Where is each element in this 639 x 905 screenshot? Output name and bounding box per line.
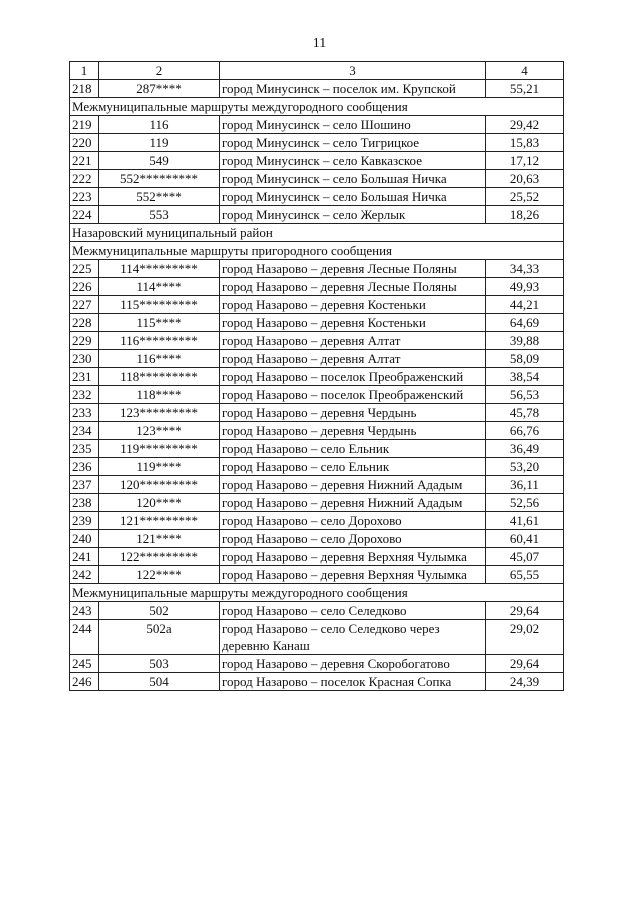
route-value: 49,93 — [486, 278, 564, 296]
table-row — [70, 440, 564, 458]
table-row — [70, 566, 564, 584]
table-row — [70, 278, 564, 296]
row-number: 237 — [70, 476, 99, 494]
route-name: город Назарово – деревня Чердынь — [220, 404, 486, 422]
route-value: 60,41 — [486, 530, 564, 548]
route-value: 18,26 — [486, 206, 564, 224]
route-code: 121**** — [99, 530, 220, 548]
route-name: город Назарово – деревня Нижний Ададым — [220, 494, 486, 512]
route-code: 116********* — [99, 332, 220, 350]
route-value: 44,21 — [486, 296, 564, 314]
section-row — [70, 584, 564, 602]
route-value: 39,88 — [486, 332, 564, 350]
row-number: 239 — [70, 512, 99, 530]
route-value: 65,55 — [486, 566, 564, 584]
route-value: 45,07 — [486, 548, 564, 566]
table-row — [70, 512, 564, 530]
route-value: 58,09 — [486, 350, 564, 368]
route-code: 502 — [99, 602, 220, 620]
row-number: 222 — [70, 170, 99, 188]
route-name: город Минусинск – село Большая Ничка — [220, 170, 486, 188]
table-row — [70, 134, 564, 152]
row-number: 219 — [70, 116, 99, 134]
table-row — [70, 206, 564, 224]
table-row — [70, 530, 564, 548]
column-header: 1 — [70, 62, 99, 80]
route-value: 34,33 — [486, 260, 564, 278]
route-code: 120********* — [99, 476, 220, 494]
row-number: 220 — [70, 134, 99, 152]
route-code: 116 — [99, 116, 220, 134]
table-row — [70, 655, 564, 673]
table-row — [70, 404, 564, 422]
route-value: 53,20 — [486, 458, 564, 476]
table-row — [70, 386, 564, 404]
route-name: город Минусинск – село Кавказское — [220, 152, 486, 170]
route-name: город Минусинск – село Жерлык — [220, 206, 486, 224]
section-row — [70, 242, 564, 260]
route-code: 122********* — [99, 548, 220, 566]
table-row — [70, 458, 564, 476]
row-number: 238 — [70, 494, 99, 512]
section-title: Межмуниципальные маршруты пригородного сообщения — [70, 242, 564, 260]
route-name: город Назарово – деревня Лесные Поляны — [220, 278, 486, 296]
route-name: город Назарово – поселок Преображенский — [220, 368, 486, 386]
route-code: 552**** — [99, 188, 220, 206]
table-row — [70, 80, 564, 98]
row-number: 229 — [70, 332, 99, 350]
row-number: 225 — [70, 260, 99, 278]
route-value: 17,12 — [486, 152, 564, 170]
route-code: 122**** — [99, 566, 220, 584]
route-code: 549 — [99, 152, 220, 170]
route-code: 115**** — [99, 314, 220, 332]
table-row — [70, 260, 564, 278]
route-code: 119 — [99, 134, 220, 152]
route-name: город Назарово – деревня Нижний Ададым — [220, 476, 486, 494]
section-title: Межмуниципальные маршруты междугородного сообщения — [70, 98, 564, 116]
row-number: 227 — [70, 296, 99, 314]
route-value: 36,11 — [486, 476, 564, 494]
route-code: 119********* — [99, 440, 220, 458]
row-number: 230 — [70, 350, 99, 368]
table-row — [70, 332, 564, 350]
route-value: 38,54 — [486, 368, 564, 386]
route-name: город Минусинск – село Шошино — [220, 116, 486, 134]
route-code: 114********* — [99, 260, 220, 278]
route-code: 114**** — [99, 278, 220, 296]
row-number: 231 — [70, 368, 99, 386]
route-code: 120**** — [99, 494, 220, 512]
route-name: город Назарово – деревня Скоробогатово — [220, 655, 486, 673]
route-value: 64,69 — [486, 314, 564, 332]
table-row — [70, 368, 564, 386]
route-name: город Назарово – поселок Красная Сопка — [220, 673, 486, 691]
route-value: 55,21 — [486, 80, 564, 98]
column-header: 2 — [99, 62, 220, 80]
route-code: 116**** — [99, 350, 220, 368]
route-name: город Назарово – деревня Верхняя Чулымка — [220, 548, 486, 566]
route-name: город Назарово – деревня Костеньки — [220, 296, 486, 314]
row-number: 223 — [70, 188, 99, 206]
table-row — [70, 188, 564, 206]
route-code: 502а — [99, 620, 220, 655]
route-value: 56,53 — [486, 386, 564, 404]
table-row — [70, 620, 564, 655]
row-number: 245 — [70, 655, 99, 673]
row-number: 234 — [70, 422, 99, 440]
route-value: 29,42 — [486, 116, 564, 134]
table-row — [70, 152, 564, 170]
table-row — [70, 314, 564, 332]
table-row — [70, 548, 564, 566]
row-number: 240 — [70, 530, 99, 548]
route-value: 29,64 — [486, 602, 564, 620]
route-name: город Назарово – село Дорохово — [220, 512, 486, 530]
route-code: 118**** — [99, 386, 220, 404]
route-name: город Минусинск – село Тигрицкое — [220, 134, 486, 152]
row-number: 221 — [70, 152, 99, 170]
route-code: 121********* — [99, 512, 220, 530]
route-code: 553 — [99, 206, 220, 224]
route-name: город Назарово – деревня Чердынь — [220, 422, 486, 440]
row-number: 218 — [70, 80, 99, 98]
row-number: 226 — [70, 278, 99, 296]
route-value: 24,39 — [486, 673, 564, 691]
row-number: 224 — [70, 206, 99, 224]
row-number: 233 — [70, 404, 99, 422]
route-value: 41,61 — [486, 512, 564, 530]
route-name: город Назарово – село Селедково через деревню Канаш — [220, 620, 486, 655]
route-value: 29,02 — [486, 620, 564, 655]
route-code: 115********* — [99, 296, 220, 314]
route-name: город Назарово – деревня Лесные Поляны — [220, 260, 486, 278]
row-number: 243 — [70, 602, 99, 620]
route-value: 45,78 — [486, 404, 564, 422]
table-row — [70, 476, 564, 494]
route-name: город Назарово – село Ельник — [220, 458, 486, 476]
section-row — [70, 98, 564, 116]
header-row — [70, 62, 564, 80]
routes-table — [69, 61, 564, 691]
table-body — [70, 80, 564, 691]
table-row — [70, 602, 564, 620]
route-code: 552********* — [99, 170, 220, 188]
table-row — [70, 170, 564, 188]
route-code: 503 — [99, 655, 220, 673]
route-name: город Назарово – деревня Верхняя Чулымка — [220, 566, 486, 584]
route-code: 123**** — [99, 422, 220, 440]
row-number: 244 — [70, 620, 99, 655]
route-value: 25,52 — [486, 188, 564, 206]
route-name: город Назарово – деревня Алтат — [220, 332, 486, 350]
table-row — [70, 296, 564, 314]
route-code: 287**** — [99, 80, 220, 98]
route-value: 29,64 — [486, 655, 564, 673]
section-title: Межмуниципальные маршруты междугородного сообщения — [70, 584, 564, 602]
route-name: город Минусинск – село Большая Ничка — [220, 188, 486, 206]
route-code: 119**** — [99, 458, 220, 476]
route-value: 66,76 — [486, 422, 564, 440]
route-value: 36,49 — [486, 440, 564, 458]
table-row — [70, 116, 564, 134]
row-number: 241 — [70, 548, 99, 566]
section-title: Назаровский муниципальный район — [70, 224, 564, 242]
route-code: 118********* — [99, 368, 220, 386]
route-value: 52,56 — [486, 494, 564, 512]
section-row — [70, 224, 564, 242]
route-code: 123********* — [99, 404, 220, 422]
row-number: 242 — [70, 566, 99, 584]
table-row — [70, 494, 564, 512]
route-name: город Назарово – село Селедково — [220, 602, 486, 620]
column-header: 4 — [486, 62, 564, 80]
route-value: 15,83 — [486, 134, 564, 152]
column-header: 3 — [220, 62, 486, 80]
route-code: 504 — [99, 673, 220, 691]
page-number: 11 — [312, 36, 327, 51]
route-name: город Назарово – деревня Алтат — [220, 350, 486, 368]
table-row — [70, 350, 564, 368]
route-name: город Назарово – поселок Преображенский — [220, 386, 486, 404]
route-name: город Назарово – село Дорохово — [220, 530, 486, 548]
table-row — [70, 422, 564, 440]
route-name: город Минусинск – поселок им. Крупской — [220, 80, 486, 98]
row-number: 246 — [70, 673, 99, 691]
table-row — [70, 673, 564, 691]
route-name: город Назарово – деревня Костеньки — [220, 314, 486, 332]
row-number: 236 — [70, 458, 99, 476]
row-number: 232 — [70, 386, 99, 404]
route-value: 20,63 — [486, 170, 564, 188]
row-number: 228 — [70, 314, 99, 332]
row-number: 235 — [70, 440, 99, 458]
route-name: город Назарово – село Ельник — [220, 440, 486, 458]
